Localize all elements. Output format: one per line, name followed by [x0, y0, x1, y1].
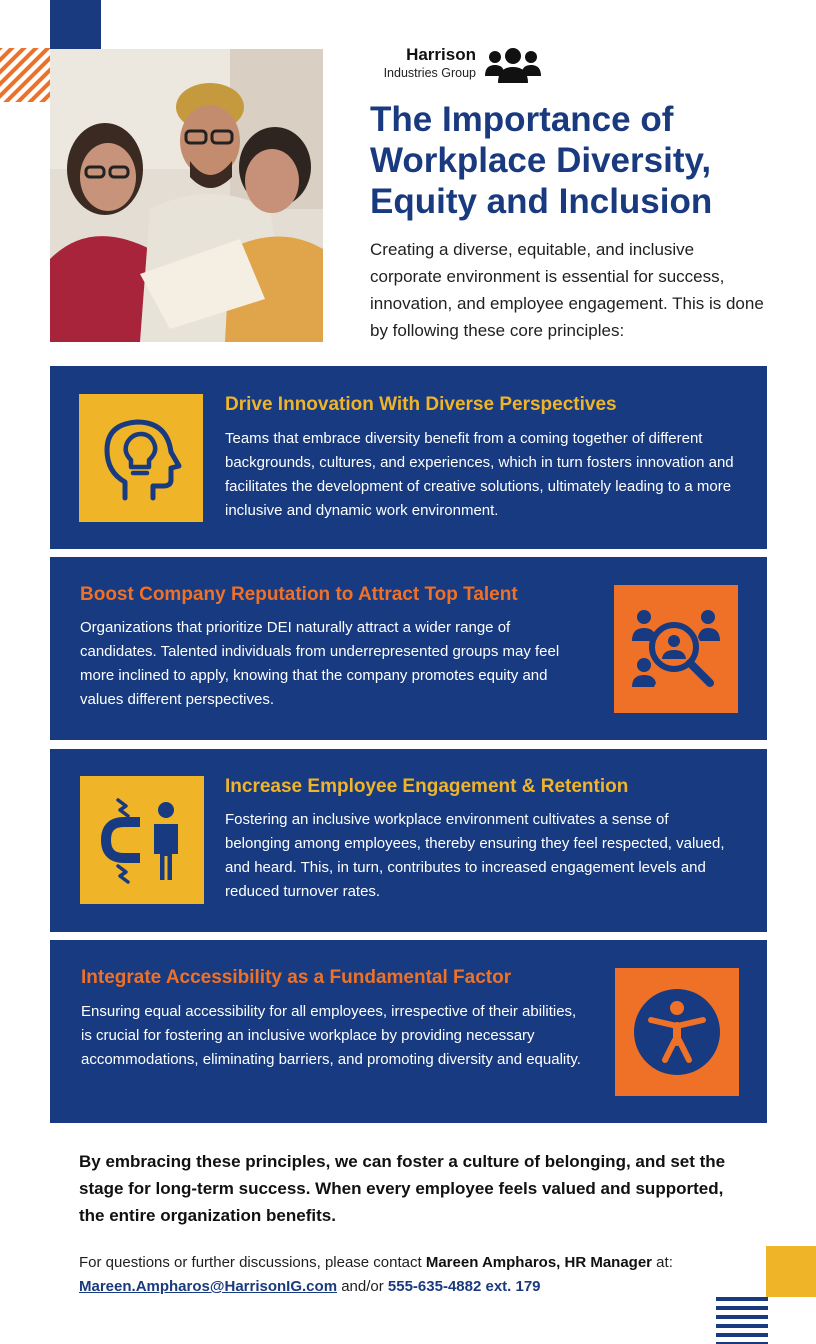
contact-info: [79, 1251, 759, 1299]
contact-phone[interactable]: 555-635-4882 ext. 179: [387, 1278, 541, 1295]
decorative-yellow-square: [766, 1246, 816, 1297]
brand-subtitle: Industries Group: [383, 66, 476, 80]
principle-title: Increase Employee Engagement & Retention: [225, 776, 629, 797]
principle-card-reputation: [50, 557, 767, 740]
contact-name: Mareen Ampharos, HR Manager: [425, 1254, 653, 1271]
accessibility-icon: [615, 968, 739, 1096]
contact-andor: and/or: [337, 1278, 388, 1295]
decorative-stripes: [0, 48, 50, 102]
principle-title: Integrate Accessibility as a Fundamental Factor: [81, 967, 512, 988]
brand-logo: [367, 45, 547, 85]
principle-card-innovation: [50, 366, 767, 549]
closing-statement: By embracing these principles, we can foster a culture of belonging, and set the stage for long-term success. When every employee feels valued and supported, the entire organization benefits.: [79, 1152, 726, 1225]
intro-paragraph: Creating a diverse, equitable, and inclusive corporate environment is essential for success, innovation, and employee engagement. This is done by following these core principles:: [370, 240, 764, 340]
page-title: The Importance of Workplace Diversity, Equity and Inclusion: [370, 100, 713, 221]
principle-text: Fostering an inclusive workplace environment cultivates a sense of belonging among employees, thereby ensuring they feel respected, valued, and heard. This, in turn, contributes to increased engagement levels and reduced turnover rates.: [225, 811, 725, 900]
talent-search-icon: [614, 585, 738, 713]
decorative-lines: [716, 1296, 768, 1344]
team-photo: [50, 49, 323, 342]
magnet-person-icon: [80, 776, 204, 904]
principle-title: Drive Innovation With Diverse Perspectives: [225, 394, 617, 415]
contact-at: at:: [652, 1254, 673, 1271]
head-lightbulb-icon: [79, 394, 203, 522]
principle-card-accessibility: [50, 940, 767, 1123]
brand-name: Harrison: [406, 45, 476, 64]
team-photo-illustration: [50, 49, 323, 342]
decorative-navy-square: [50, 0, 101, 51]
principle-text: Teams that embrace diversity benefit from a coming together of different backgrounds, cultures, and experiences, which in turn fosters innovation and facilitates the development of creative solutions, ultimately leading to a more inclusive and dynamic work environment.: [225, 430, 734, 519]
contact-email-link[interactable]: Mareen.Ampharos@HarrisonIG.com: [79, 1278, 338, 1295]
principle-card-engagement: [50, 749, 767, 932]
contact-prefix: For questions or further discussions, please contact: [79, 1254, 426, 1271]
people-group-icon: [484, 46, 542, 84]
principle-title: Boost Company Reputation to Attract Top Talent: [80, 584, 518, 605]
principle-text: Ensuring equal accessibility for all employees, irrespective of their abilities, is crucial for fostering an inclusive workplace by providing necessary accommodations, eliminating barriers, and promoting diversity and equality.: [81, 1003, 581, 1068]
principle-text: Organizations that prioritize DEI naturally attract a wider range of candidates. Talented individuals from underrepresented groups may feel more inclined to apply, knowing that the company promotes equity and values different perspectives.: [80, 619, 560, 708]
